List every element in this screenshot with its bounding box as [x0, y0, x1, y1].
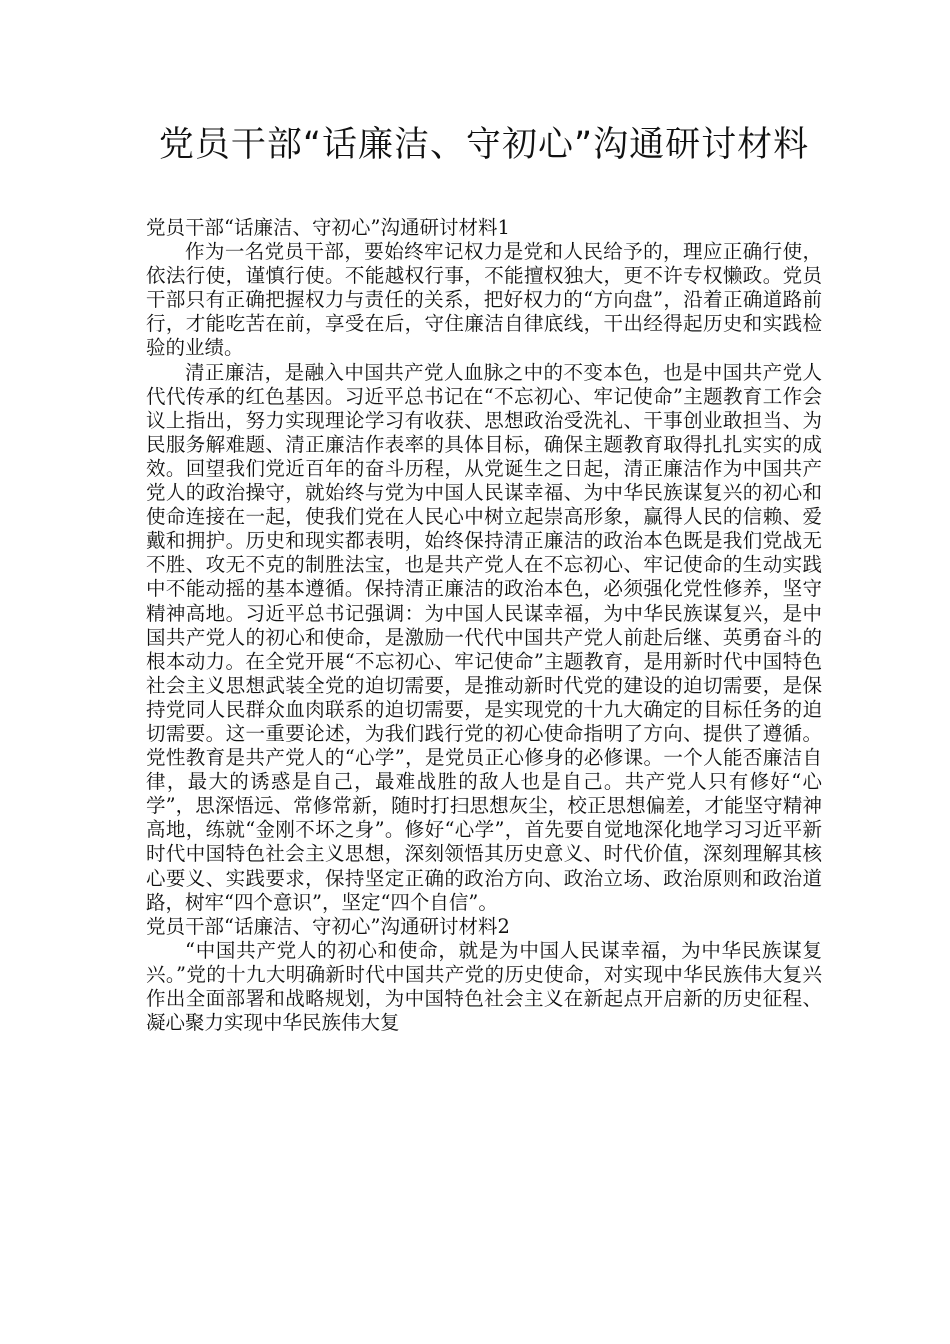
section-1-heading: 党员干部“话廉洁、守初心”沟通研讨材料1: [146, 216, 510, 239]
document-title: 党员干部“话廉洁、守初心”沟通研讨材料: [158, 125, 810, 165]
section-1: [146, 216, 822, 915]
section-1-paragraph-2: 清正廉洁，是融入中国共产党人血脉之中的不变本色，也是中国共产党人代代传承的红色基因。习近平总书记在“不忘初心、牢记使命”主题教育工作会议上指出，努力实现理论学习有收获、思想政治受洗礼、干事创业敢担当、为民服务解难题、清正廉洁作表率的具体目标，确保主题教育取得扎扎实实的成效。回望我们党近百年的奋斗历程，从党诞生之日起，清正廉洁作为中国共产党人的政治操守，就始终与党为中国人民谋幸福、为中华民族谋复兴的初心和使命连接在一起，使我们党在人民心中树立起崇高形象，赢得人民的信赖、爱戴和拥护。历史和现实都表明，始终保持清正廉洁的政治本色既是我们党战无不胜、攻无不克的制胜法宝，也是共产党人在不忘初心、牢记使命的生动实践中不能动摇的基本遵循。保持清正廉洁的政治本色，必须强化党性修养，坚守精神高地。习近平总书记强调：为中国人民谋幸福，为中华民族谋复兴，是中国共产党人的初心和使命，是激励一代代中国共产党人前赴后继、英勇奋斗的根本动力。在全党开展“不忘初心、牢记使命”主题教育，是用新时代中国特色社会主义思想武装全党的迫切需要，是推动新时代党的建设的迫切需要，是保持党同人民群众血肉联系的迫切需要，是实现党的十九大确定的目标任务的迫切需要。这一重要论述，为我们践行党的初心使命指明了方向、提供了遵循。党性教育是共产党人的“心学”，是党员正心修身的必修课。一个人能否廉洁自律，最大的诱惑是自己，最难战胜的敌人也是自己。共产党人只有修好“心学”，思深悟远、常修常新，随时打扫思想灰尘，校正思想偏差，才能坚守精神高地，练就“金刚不坏之身”。修好“心学”，首先要自觉地深化地学习习近平新时代中国特色社会主义思想，深刻领悟其历史意义、时代价值，深刻理解其核心要义、实践要求，保持坚定正确的政治方向、政治立场、政治原则和政治道路，树牢“四个意识”，坚定“四个自信”。: [146, 360, 822, 914]
section-2-paragraph-1: “中国共产党人的初心和使命，就是为中国人民谋幸福，为中华民族谋复兴。”党的十九大明确新时代中国共产党的历史使命，对实现中华民族伟大复兴作出全面部署和战略规划，为中国特色社会主义在新起点开启新的历史征程、凝心聚力实现中华民族伟大复: [146, 938, 822, 1035]
section-2: [146, 915, 822, 1035]
section-2-heading: 党员干部“话廉洁、守初心”沟通研讨材料2: [146, 914, 510, 938]
section-1-paragraph-1: 作为一名党员干部，要始终牢记权力是党和人民给予的，理应正确行使，依法行使，谨慎行使。不能越权行事，不能擅权独大，更不许专权懒政。党员干部只有正确把握权力与责任的关系，把好权力的“方向盘”，沿着正确道路前行，才能吃苦在前，享受在后，守住廉洁自律底线，干出经得起历史和实践检验的业绩。: [146, 240, 822, 360]
document-page: [146, 120, 822, 1035]
